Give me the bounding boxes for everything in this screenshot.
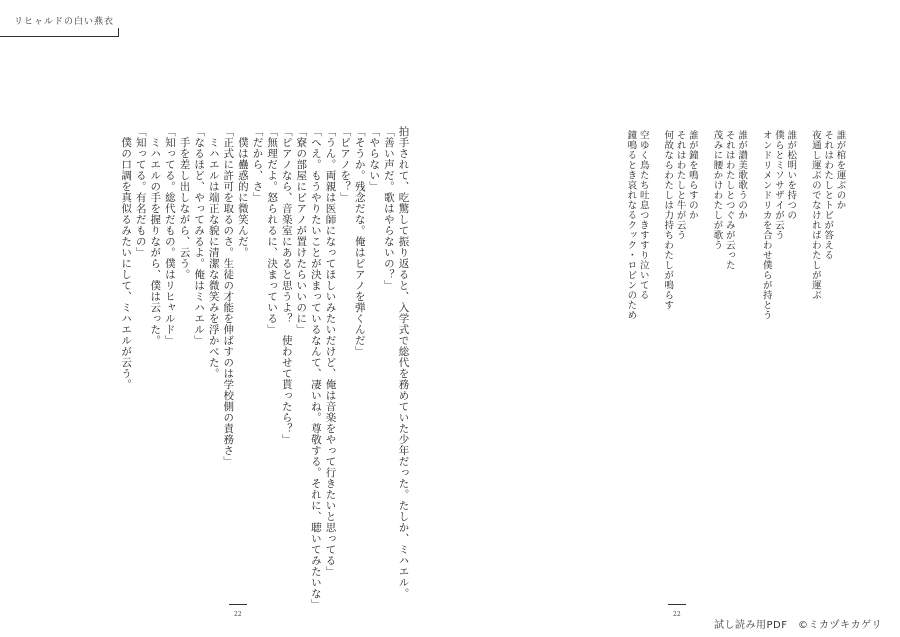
prose-line: 「知ってる。総代だもの。僕はリヒャルド」: [163, 126, 176, 346]
prose-line: 「うん。両親は医師になってほしいみたいだけど、俺は音楽をやって行きたいと思ってる」: [324, 126, 337, 577]
poem-line: 僕らとミソサザイが云う: [773, 130, 784, 240]
running-header: リヒャルドの白い燕衣: [14, 17, 115, 27]
prose-line: 「だから、さ」: [251, 126, 264, 203]
prose-line: 「善い声だ。歌はやらないの？」: [382, 126, 395, 291]
prose-line: 「ピアノを？」: [339, 126, 352, 203]
right-footer-rule: [668, 604, 686, 605]
prose-line: 「正式に許可を取るのさ。生徒の才能を伸ばすのは学校側の責務さ」: [222, 126, 235, 467]
prose-line: 僕の口調を真似るみたいにして、ミハエルが云う。: [120, 126, 133, 390]
poem-line: 鐘鳴るとき哀れなるクック・ロビンのため: [625, 130, 637, 320]
prose-line: ミハエルの手を握りながら、僕は云った。: [149, 126, 162, 346]
prose-line: 「そうか。残念だな。俺はピアノを弾くんだ」: [353, 126, 366, 357]
prose-line: 「なるほど、やってみるよ。俺はミハエル」: [193, 126, 206, 346]
poem-line: それはわたしとつぐみが云った: [723, 130, 735, 270]
poem-line: オンドリメンドリカを合わせ僕らが持とう: [760, 130, 772, 320]
poem-line: それはわたしとトビが答える: [822, 130, 834, 260]
prose-line: 「へえ。もうやりたいことが決まっているなんて、凄いね。尊敬する。それに、聴いてみたいな」: [309, 126, 322, 610]
prose-line: 拍手されて、吃驚して振り返ると、入学式で総代を務めていた少年だった。たしか、ミハエル。: [397, 126, 410, 599]
prose-line: 僕は蠱惑的に微笑んだ。: [236, 126, 249, 258]
left-footer-rule: [229, 604, 247, 605]
watermark: 試し読み用PDF ©ミカヅキカゲリ: [714, 620, 882, 631]
prose-line: 「寮の部屋にピアノが置けたらいいのに」: [295, 126, 308, 335]
prose-line: 「無理だよ。怒られるに、決まっている」: [266, 126, 279, 335]
poem-line: 誰が松明いを持つの: [785, 130, 797, 220]
prose-line: 「やらない」: [368, 126, 381, 192]
poem-line: 夜通し運ぶのでなければわたしが運ぶ: [809, 130, 821, 300]
poem-line: 誰が鐘を鳴らすのか: [686, 130, 698, 220]
prose-line: 「知ってる。有名だもの」: [134, 126, 147, 258]
poem-line: 何故ならわたしは力持ちわたしが鳴らす: [662, 130, 674, 310]
poem-line: それはわたしと牛が云う: [674, 130, 686, 240]
right-page: [450, 0, 900, 637]
poem-line: 空ゆく鳥たち吐息つきすすり泣いてる: [637, 130, 649, 300]
prose-line: ミハエルは端正な貌に清潔な微笑みを浮かべた。: [207, 126, 220, 379]
poem-line: 茂みに腰かけわたしが歌う: [711, 130, 723, 250]
prose-line: 手を差し出しながら、云う。: [178, 126, 191, 280]
right-page-number: 22: [673, 611, 681, 618]
prose-line: 「ピアノなら、音楽室にあると思うよ？ 使わせて貰ったら？」: [280, 126, 293, 445]
poem-line: 誰が棺を運ぶのか: [834, 130, 846, 210]
left-page-number: 22: [234, 611, 242, 618]
poem-line: 誰が讃美歌歌うのか: [736, 130, 748, 220]
